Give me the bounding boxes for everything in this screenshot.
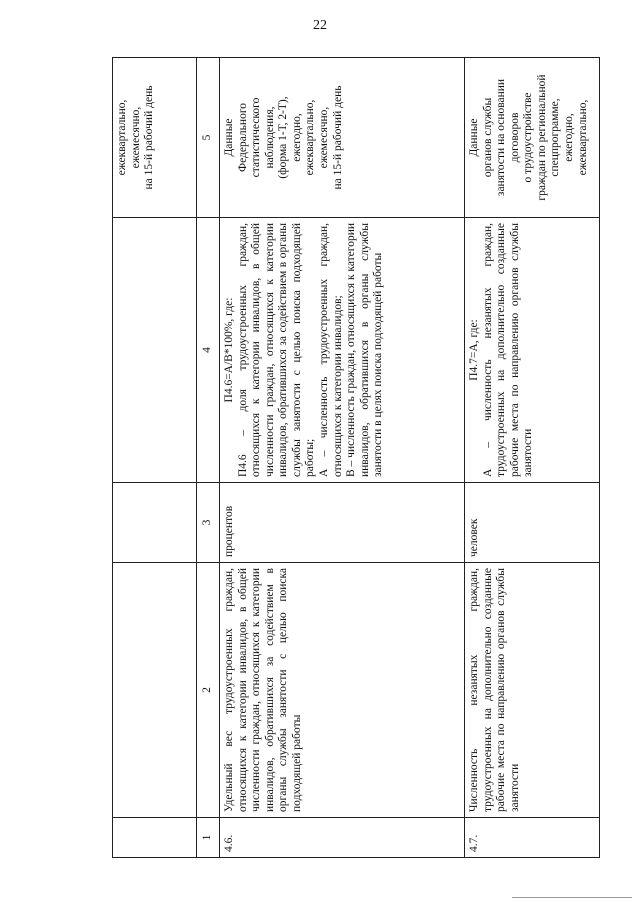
unit-of-measure: процентов [220,483,465,563]
column-header-5: 5 [197,58,220,218]
table-cell [113,483,197,563]
column-header-3: 3 [197,483,220,563]
page-number: 22 [313,18,327,33]
formula: П4.7=А, где: [468,319,480,381]
column-header-2: 2 [197,563,220,818]
table-row [465,58,600,858]
data-source: Данные Федерального статистического наблюдения, (форма 1-Т, 2-Т), ежегодно, ежеквартально, ежемесячно, на 15-й рабочий день [220,58,465,218]
data-source: Данные органов службы занятости на основании договоров о трудоустройстве граждан по региональной спецпрограмме, ежегодно, ежеквартально, [465,58,600,218]
table-cell [113,218,197,483]
table-cell [113,818,197,858]
method-text: А – численность незанятых граждан, трудоустроенных на дополнительно созданные рабочие места по направлению органов службы занятости [481,223,535,477]
row-number: 4.6. [220,818,465,858]
indicators-table [112,57,600,858]
table-cell [113,563,197,818]
formula: П4.6=А/В*100%, где: [223,297,235,403]
indicator-name: Удельный вес трудоустроенных граждан, относящихся к категории инвалидов, в общей численности граждан, относящихся к категории инвалидов, обратившихся за содействием в органы службы занятости с целью поиска подходящей работы [220,563,465,818]
calculation-method [465,218,600,483]
rotated-table-wrapper [112,58,600,858]
table-row-continuation [113,58,197,858]
column-header-1: 1 [197,818,220,858]
scan-edge-mark [512,897,632,903]
method-text: А – численность трудоустроенных граждан, относящихся к категории инвалидов; [317,223,344,477]
table-cell-frequency: ежеквартально, ежемесячно, на 15-й рабочий день [113,58,197,218]
row-number: 4.7. [465,818,600,858]
method-text: П4.6 – доля трудоустроенных граждан, относящихся к категории инвалидов, в общей численности граждан, относящихся к категории инвалидов, обратившихся за содействием в органы службы занятости с целью поиска подходящей работы; [236,223,317,477]
method-text: В – численность граждан, относящихся к категории инвалидов, обратившихся в органы службы занятости в целях поиска подходящей работы [345,223,385,477]
table-row [220,58,465,858]
column-header-4: 4 [197,218,220,483]
table-header-row [197,58,220,858]
indicator-name: Численность незанятых граждан, трудоустроенных на дополнительно созданные рабочие места по направлению органов службы занятости [465,563,600,818]
calculation-method [220,218,465,483]
unit-of-measure: человек [465,483,600,563]
